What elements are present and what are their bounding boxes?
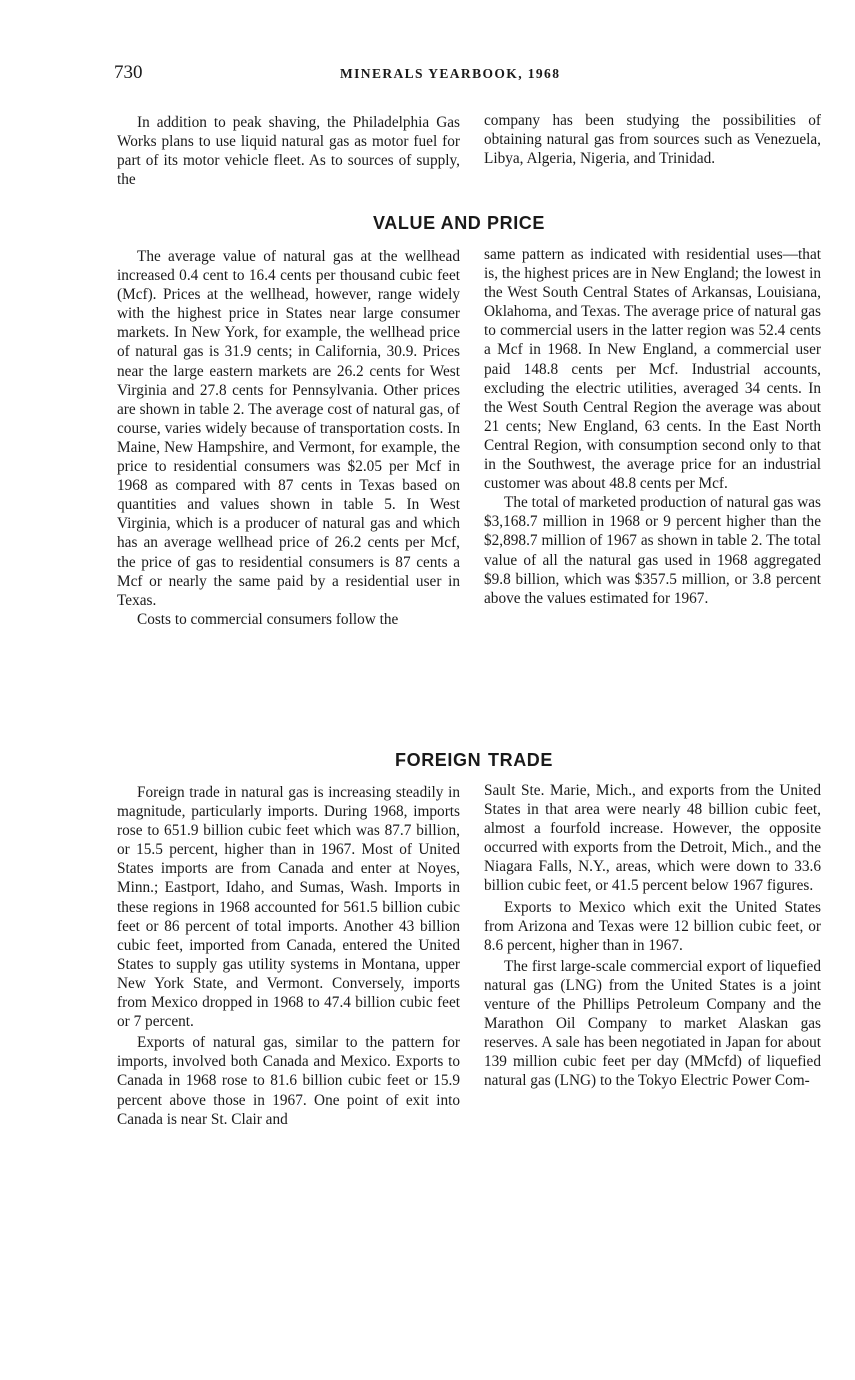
value-paragraph-1: The average value of natural gas at the wellhead increased 0.4 cent to 16.4 cents per thousand cubic feet (Mcf). Prices at the wellhead, however, range widely with the highest price in States near large consumer markets. In New York, for example, the wellhead price of natural gas is 31.9 cents; in California, 30.9. Prices near the large eastern markets are 26.2 cents for West Virginia and 27.8 cents for Pennsylvania. Other prices are shown in table 2. The average cost of natural gas, of course, varies widely because of transportation costs. In Maine, New Hampshire, and Vermont, for example, the price to residential consumers was $2.05 per Mcf in 1968 as compared with 87 cents in Texas based on quantities and values shown in table 5. In West Virginia, which is a producer of natural gas and which has an average wellhead price of 26.2 cents per Mcf, the price of gas to residential consumers is 87 cents a Mcf or nearly the same paid by a residential user in Texas. [117,248,460,609]
foreign-paragraph-3: Sault Ste. Marie, Mich., and exports from the United States in that area were nearly 48 billion cubic feet, almost a fourfold increase. However, the opposite occurred with exports from the Detroit, Mich., and the Niagara Falls, N.Y., areas, which were down to 33.6 billion cubic feet, or 41.5 percent below 1967 figures. [484,782,821,895]
intro-paragraph-right: company has been studying the possibilities of obtaining natural gas from sources such as Venezuela, Libya, Algeria, Nigeria, and Trinidad. [484,112,821,168]
value-paragraph-2: Costs to commercial consumers follow the [137,610,399,628]
foreign-paragraph-1: Foreign trade in natural gas is increasing steadily in magnitude, particularly imports. During 1968, imports rose to 651.9 billion cubic feet which was 87.7 billion, or 15.5 percent, higher than in 1967. Most of United States imports are from Canada and enter at Noyes, Minn.; Eastport, Idaho, and Sumas, Wash. Imports in these regions in 1968 accounted for 561.5 billion cubic feet or 86 percent of total imports. Another 43 billion cubic feet, imported from Canada, entered the United States to supply gas utility systems in Montana, upper New York State, and Vermont. Conversely, imports from Mexico dropped in 1968 to 47.4 billion cubic feet or 7 percent. [117,784,460,1031]
foreign-paragraph-4: Exports to Mexico which exit the United States from Arizona and Texas were 12 billion cubic feet, or 8.6 percent, higher than in 1967. [484,898,821,954]
value-paragraph-3: same pattern as indicated with residential uses—that is, the highest prices are in New England; the lowest in the West South Central States of Arkansas, Louisiana, Oklahoma, and Texas. The average price of natural gas to commercial users in the latter region was 52.4 cents a Mcf in 1968. In New England, a commercial user paid 148.8 cents per Mcf. Industrial accounts, excluding the electric utilities, averaged 34 cents. In the West South Central Region the average was about 21 cents; New England, 63 cents. In the East North Central Region, with consumption second only to that in the Southwest, the average price for an industrial customer was about 48.8 cents per Mcf. [484,246,821,493]
section-heading-foreign: FOREIGN [395,750,482,770]
foreign-paragraph-2: Exports of natural gas, similar to the pattern for imports, involved both Canada and Mexico. Exports to Canada in 1968 rose to 81.6 billion cubic feet or 15.9 percent above those in 1967. One point of exit into Canada is near St. Clair and [117,1034,460,1128]
value-paragraph-4: The total of marketed production of natural gas was $3,168.7 million in 1968 or 9 percent higher than the $2,898.7 million of 1967 as shown in table 2. The total value of all the natural gas used in 1968 aggregated $9.8 billion, which was $357.5 million, or 3.8 percent above the values estimated for 1967. [484,494,821,607]
section-heading-value-and-price: VALUE AND PRICE [373,213,546,233]
intro-paragraph-left: In addition to peak shaving, the Philadelphia Gas Works plans to use liquid natural gas as motor fuel for part of its motor vehicle fleet. As to sources of supply, the [117,114,460,189]
foreign-paragraph-5: The first large-scale commercial export of liquefied natural gas (LNG) from the United States is a joint venture of the Phillips Petroleum Company and the Marathon Oil Company to market Alaskan gas reserves. A sale has been negotiated in Japan for about 139 million cubic feet per day (MMcfd) of liquefied natural gas (LNG) to the Tokyo Electric Power Com- [484,957,821,1090]
foreign-right-column [484,781,821,1091]
section-heading-trade: TRADE [488,750,553,770]
value-right-column [484,245,821,608]
running-title: MINERALS YEARBOOK, 1968 [340,66,561,81]
value-left-column [117,247,460,629]
intro-left-column [117,113,460,189]
intro-right-column [484,111,821,168]
foreign-left-column [117,783,460,1129]
page-number: 730 [114,62,143,83]
